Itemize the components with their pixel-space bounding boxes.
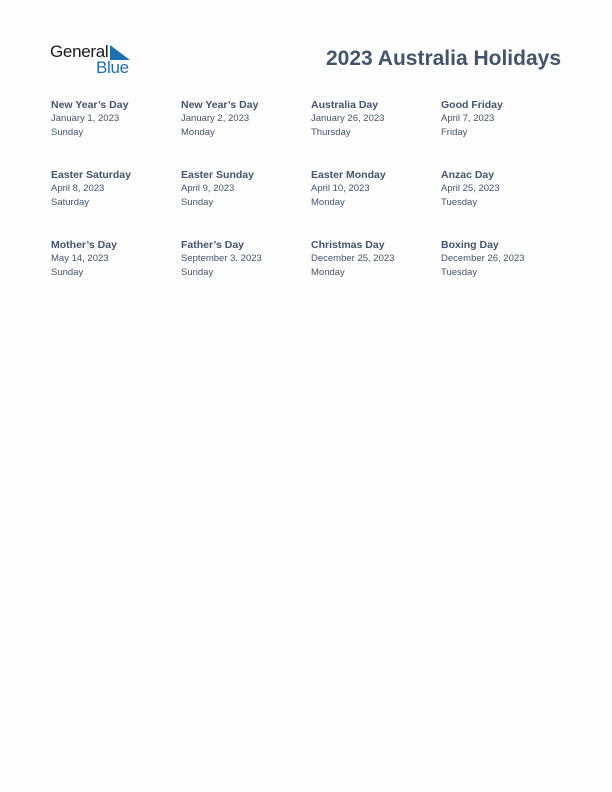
holiday-weekday: Monday [181, 127, 215, 138]
holiday-entry [51, 168, 181, 238]
logo-word-general: General [50, 42, 109, 61]
holiday-date: May 14, 2023 [51, 253, 109, 264]
holiday-date: January 26, 2023 [311, 113, 385, 124]
holiday-date: December 26, 2023 [441, 253, 525, 264]
holiday-date: April 8, 2023 [51, 183, 105, 194]
holiday-weekday: Monday [311, 267, 345, 278]
logo-word-blue: Blue [96, 58, 129, 77]
holiday-entry [51, 238, 181, 308]
holiday-entry [181, 168, 311, 238]
holiday-name: Easter Saturday [51, 169, 131, 181]
holiday-weekday: Thursday [311, 127, 351, 138]
holiday-grid [51, 98, 571, 308]
holiday-entry [441, 98, 571, 168]
holiday-date: December 25, 2023 [311, 253, 395, 264]
holiday-name: Mother’s Day [51, 239, 117, 251]
holiday-date: September 3, 2023 [181, 253, 262, 264]
holiday-row [51, 98, 571, 168]
holiday-name: Easter Sunday [181, 169, 254, 181]
holiday-date: April 25, 2023 [441, 183, 500, 194]
holiday-weekday: Tuesday [441, 267, 478, 278]
holiday-entry [441, 168, 571, 238]
holiday-date: April 7, 2023 [441, 113, 495, 124]
holiday-entry [181, 98, 311, 168]
holiday-weekday: Tuesday [441, 197, 478, 208]
holiday-date: April 9, 2023 [181, 183, 235, 194]
page-title: 2023 Australia Holidays [326, 47, 561, 70]
holiday-name: Easter Monday [311, 169, 386, 181]
holiday-row [51, 238, 571, 308]
holiday-entry [311, 238, 441, 308]
holiday-entry [441, 238, 571, 308]
holiday-weekday: Friday [441, 127, 468, 138]
holiday-entry [311, 168, 441, 238]
holiday-name: Christmas Day [311, 239, 385, 251]
holiday-date: April 10, 2023 [311, 183, 370, 194]
holiday-name: Boxing Day [441, 239, 499, 251]
holiday-date: January 1, 2023 [51, 113, 120, 124]
holiday-weekday: Sunday [181, 267, 214, 278]
holiday-entry [311, 98, 441, 168]
holiday-row [51, 168, 571, 238]
holiday-name: New Year’s Day [181, 99, 259, 111]
holiday-name: Anzac Day [441, 169, 495, 181]
holiday-weekday: Monday [311, 197, 345, 208]
holiday-name: Australia Day [311, 99, 379, 111]
holiday-date: January 2, 2023 [181, 113, 250, 124]
brand-logo [50, 42, 140, 78]
holiday-weekday: Sunday [181, 197, 214, 208]
holiday-weekday: Saturday [51, 197, 90, 208]
holiday-weekday: Sunday [51, 127, 84, 138]
holiday-name: Father’s Day [181, 239, 245, 251]
holiday-entry [181, 238, 311, 308]
holiday-entry [51, 98, 181, 168]
holiday-name: New Year’s Day [51, 99, 129, 111]
holiday-weekday: Sunday [51, 267, 84, 278]
holiday-name: Good Friday [441, 99, 503, 111]
